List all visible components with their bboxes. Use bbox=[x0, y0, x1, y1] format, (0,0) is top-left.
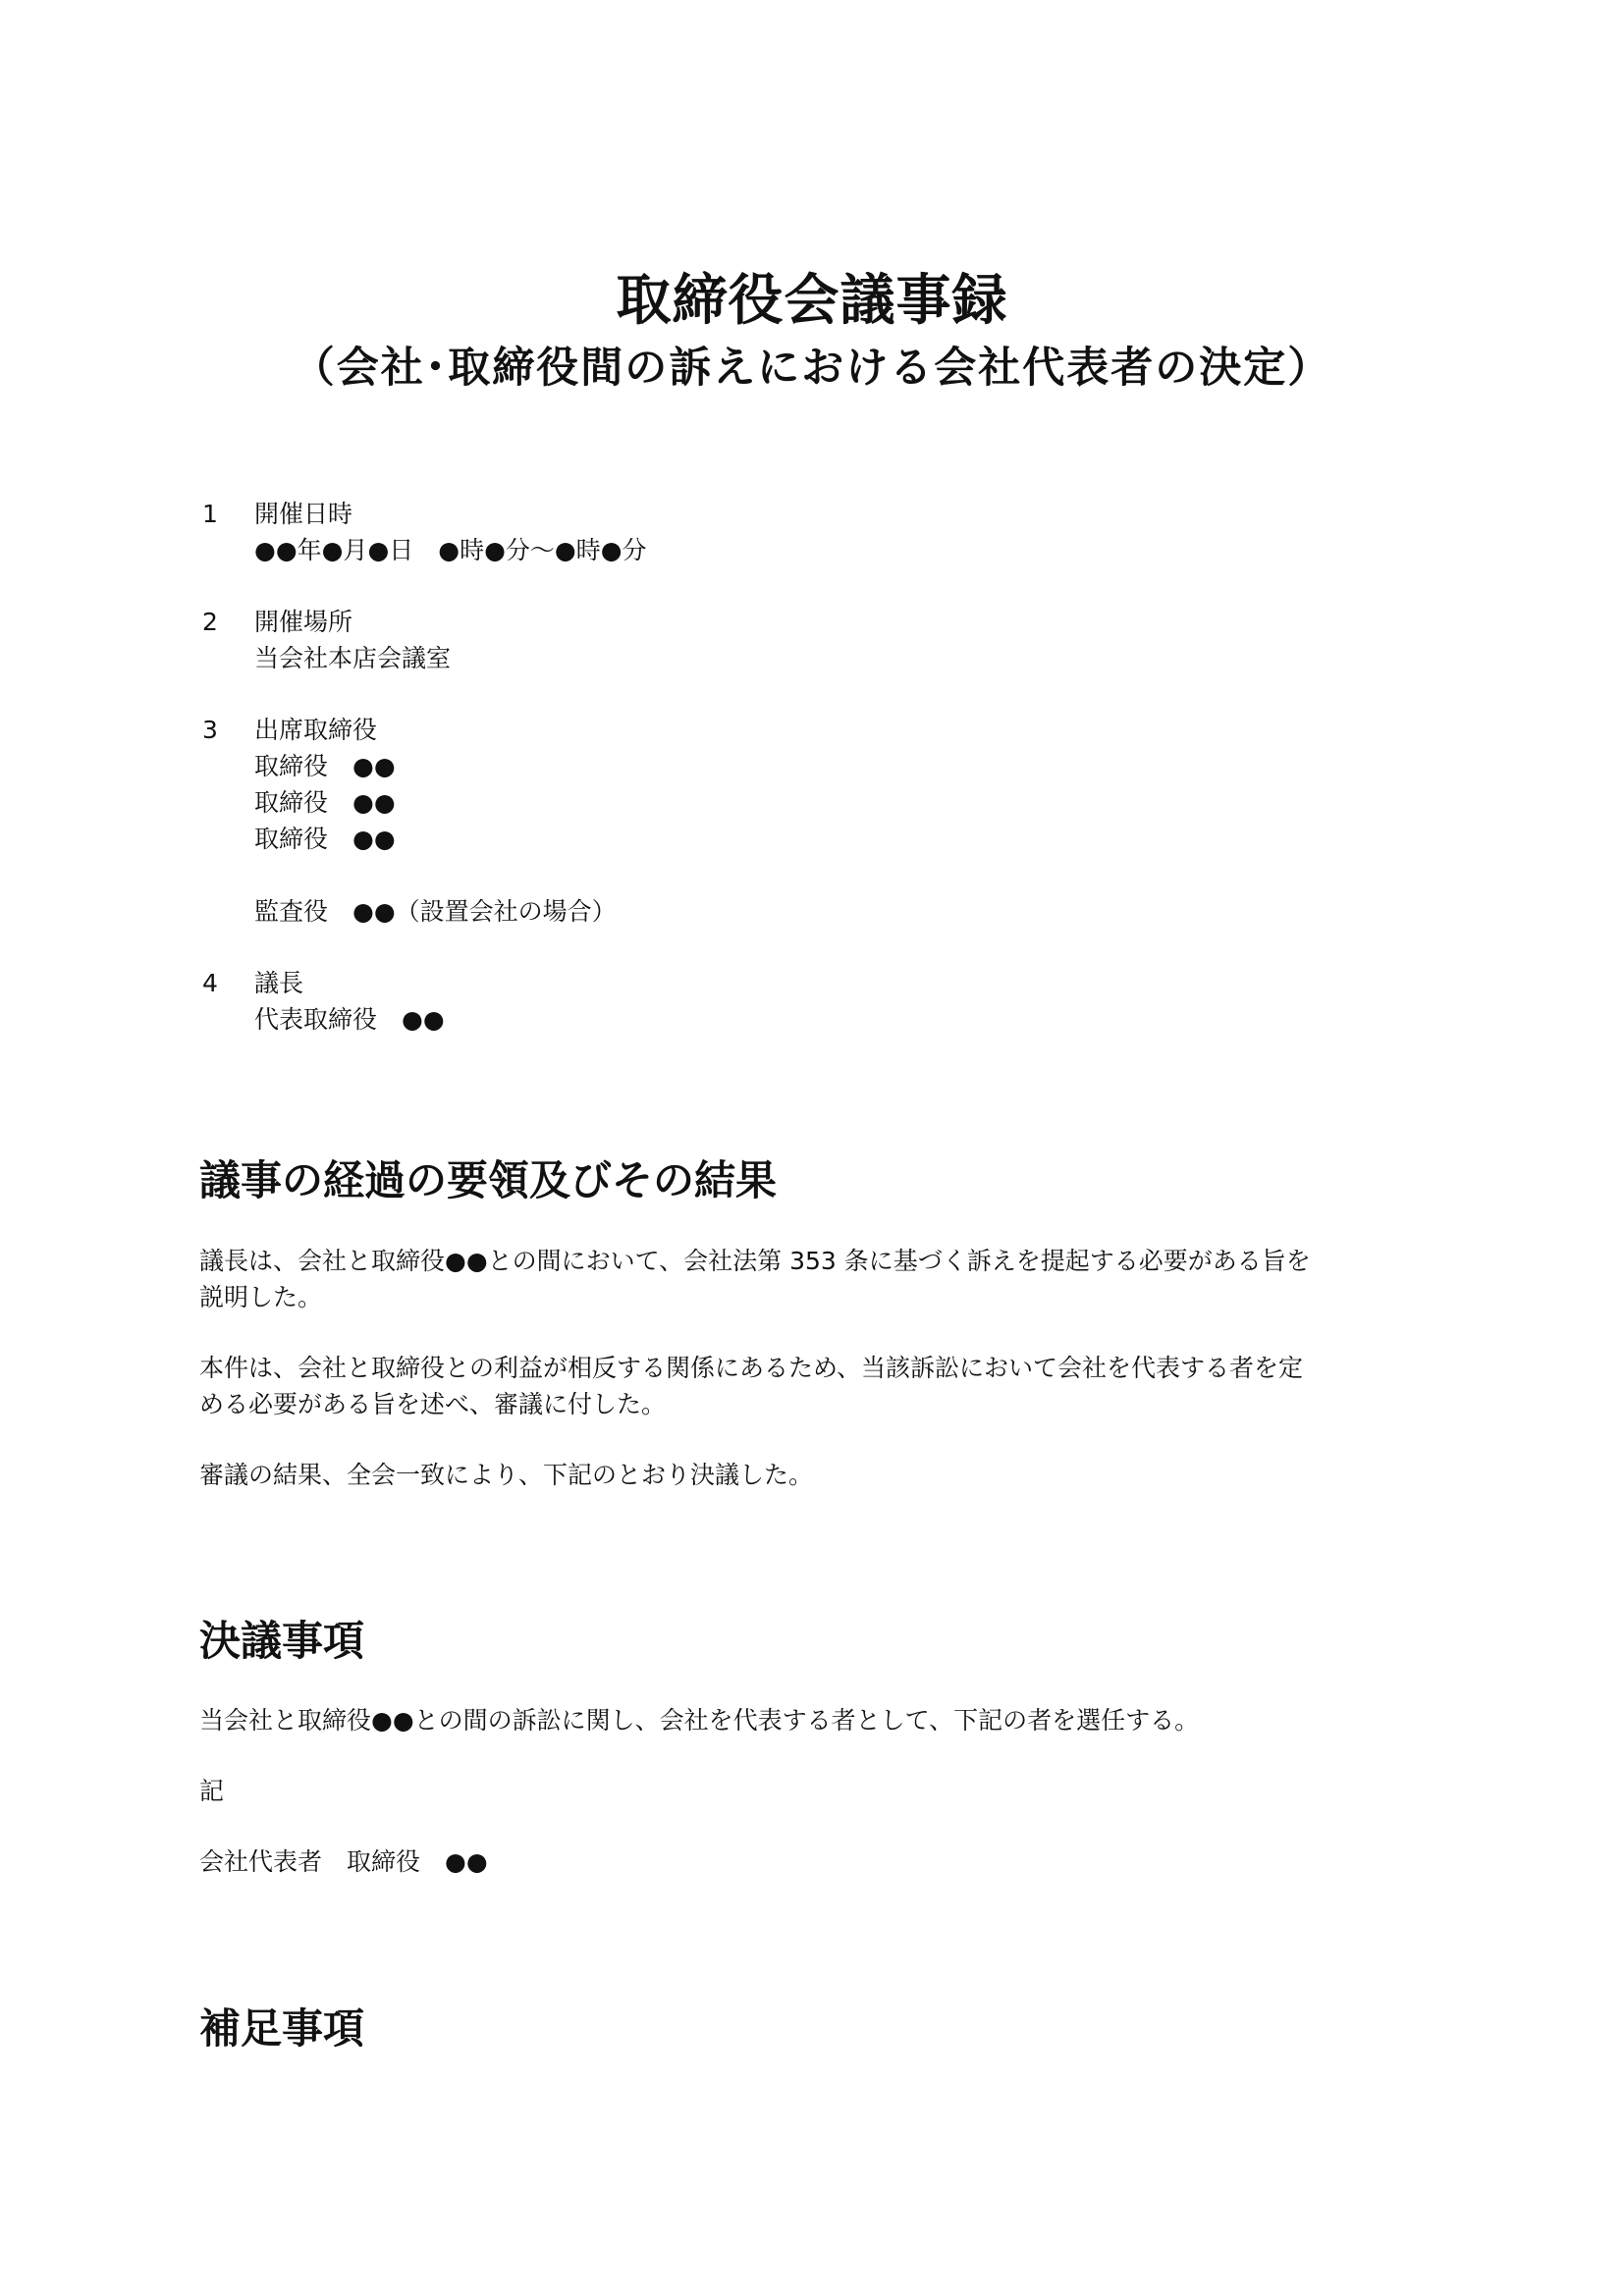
info-item-label: 議長 bbox=[254, 969, 304, 997]
info-item-number: 3 bbox=[202, 716, 218, 744]
proceedings-section bbox=[199, 1152, 1436, 1493]
resolution-text: 当会社と取締役●●との間の訴訟に関し、会社を代表する者として、下記の者を選任する。 bbox=[199, 1706, 1200, 1735]
title-block bbox=[0, 267, 1624, 399]
info-item-chair bbox=[202, 965, 1420, 1038]
info-item-date bbox=[202, 496, 1420, 568]
section-heading: 議事の経過の要領及びその結果 bbox=[199, 1156, 778, 1204]
representative-line: 会社代表者 取締役 ●● bbox=[199, 1847, 488, 1876]
info-item-value: 代表取締役 ●● bbox=[254, 1005, 445, 1034]
meeting-info-list bbox=[202, 496, 1420, 1073]
document-subtitle: （会社･取締役間の訴えにおける会社代表者の決定） bbox=[292, 344, 1332, 393]
info-item-value: ●●年●月●日 ●時●分～●時●分 bbox=[254, 536, 647, 564]
info-item-number: 4 bbox=[202, 969, 218, 997]
section-heading: 決議事項 bbox=[199, 1617, 365, 1665]
info-item-label: 開催場所 bbox=[254, 608, 353, 636]
info-item-attendees bbox=[202, 712, 1420, 930]
attendee-line: 取締役 ●● bbox=[254, 752, 396, 780]
paragraph: 本件は、会社と取締役との利益が相反する関係にあるため、当該訴訟において会社を代表する者を定 める必要がある旨を述べ、審議に付した。 bbox=[199, 1354, 1304, 1418]
info-item-venue bbox=[202, 604, 1420, 676]
info-item-value: 当会社本店会議室 bbox=[254, 644, 452, 672]
paragraph: 審議の結果、全会一致により、下記のとおり決議した。 bbox=[199, 1461, 814, 1489]
info-item-label: 開催日時 bbox=[254, 500, 353, 528]
resolution-section bbox=[199, 1613, 1436, 1880]
info-item-label: 出席取締役 bbox=[254, 716, 378, 744]
note-mark: 記 bbox=[199, 1777, 225, 1805]
info-item-number: 2 bbox=[202, 608, 218, 636]
attendee-line: 取締役 ●● bbox=[254, 788, 396, 817]
attendee-line: 取締役 ●● bbox=[254, 825, 396, 853]
auditor-line: 監査役 ●●（設置会社の場合） bbox=[254, 897, 617, 926]
spacer bbox=[254, 857, 1420, 893]
supplementary-section bbox=[199, 2001, 1436, 2057]
info-item-number: 1 bbox=[202, 500, 218, 528]
paragraph: 議長は、会社と取締役●●との間において、会社法第 353 条に基づく訴えを提起する必要がある旨を 説明した。 bbox=[199, 1247, 1311, 1311]
section-heading: 補足事項 bbox=[199, 2004, 365, 2053]
document-title: 取締役会議事録 bbox=[616, 269, 1008, 333]
